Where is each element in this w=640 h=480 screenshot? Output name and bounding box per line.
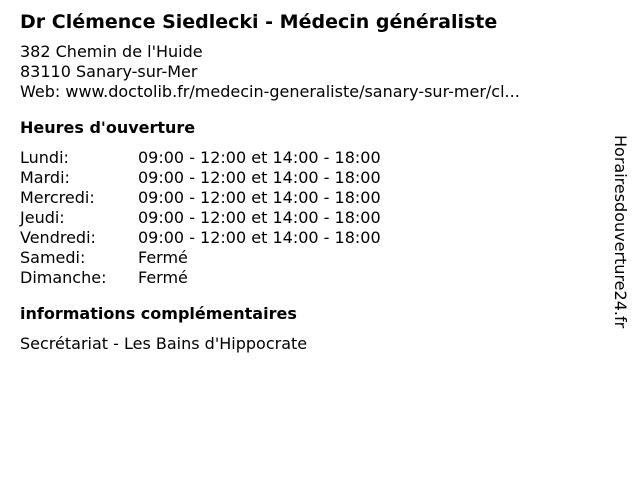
street-address: 382 Chemin de l'Huide [20, 42, 203, 61]
additional-info-heading: informations complémentaires [20, 304, 297, 323]
opening-hours-table [20, 148, 600, 288]
city-address: 83110 Sanary-sur-Mer [20, 62, 198, 81]
time-value: 09:00 - 12:00 et 14:00 - 18:00 [138, 228, 381, 247]
time-value: 09:00 - 12:00 et 14:00 - 18:00 [138, 188, 381, 207]
day-label: Jeudi: [20, 208, 65, 227]
address-block [20, 42, 600, 102]
hours-row-friday [20, 228, 600, 248]
additional-info-text: Secrétariat - Les Bains d'Hippocrate [20, 334, 308, 353]
time-value: 09:00 - 12:00 et 14:00 - 18:00 [138, 168, 381, 187]
day-label: Mercredi: [20, 188, 95, 207]
site-watermark: Horairesdouverture24.fr [611, 135, 630, 329]
day-label: Vendredi: [20, 228, 96, 247]
day-label: Dimanche: [20, 268, 107, 287]
day-label: Mardi: [20, 168, 70, 187]
hours-row-saturday [20, 248, 600, 268]
hours-row-monday [20, 148, 600, 168]
day-label: Lundi: [20, 148, 69, 167]
time-value: 09:00 - 12:00 et 14:00 - 18:00 [138, 208, 381, 227]
time-value: 09:00 - 12:00 et 14:00 - 18:00 [138, 148, 381, 167]
time-value: Fermé [138, 268, 188, 287]
hours-row-thursday [20, 208, 600, 228]
page-title: Dr Clémence Siedlecki - Médecin généraliste [20, 11, 498, 33]
website-link[interactable]: Web: www.doctolib.fr/medecin-generaliste/sanary-sur-mer/cl... [20, 82, 520, 101]
hours-heading: Heures d'ouverture [20, 118, 196, 137]
hours-row-tuesday [20, 168, 600, 188]
hours-row-wednesday [20, 188, 600, 208]
day-label: Samedi: [20, 248, 86, 267]
hours-row-sunday [20, 268, 600, 288]
time-value: Fermé [138, 248, 188, 267]
business-card [20, 8, 600, 354]
